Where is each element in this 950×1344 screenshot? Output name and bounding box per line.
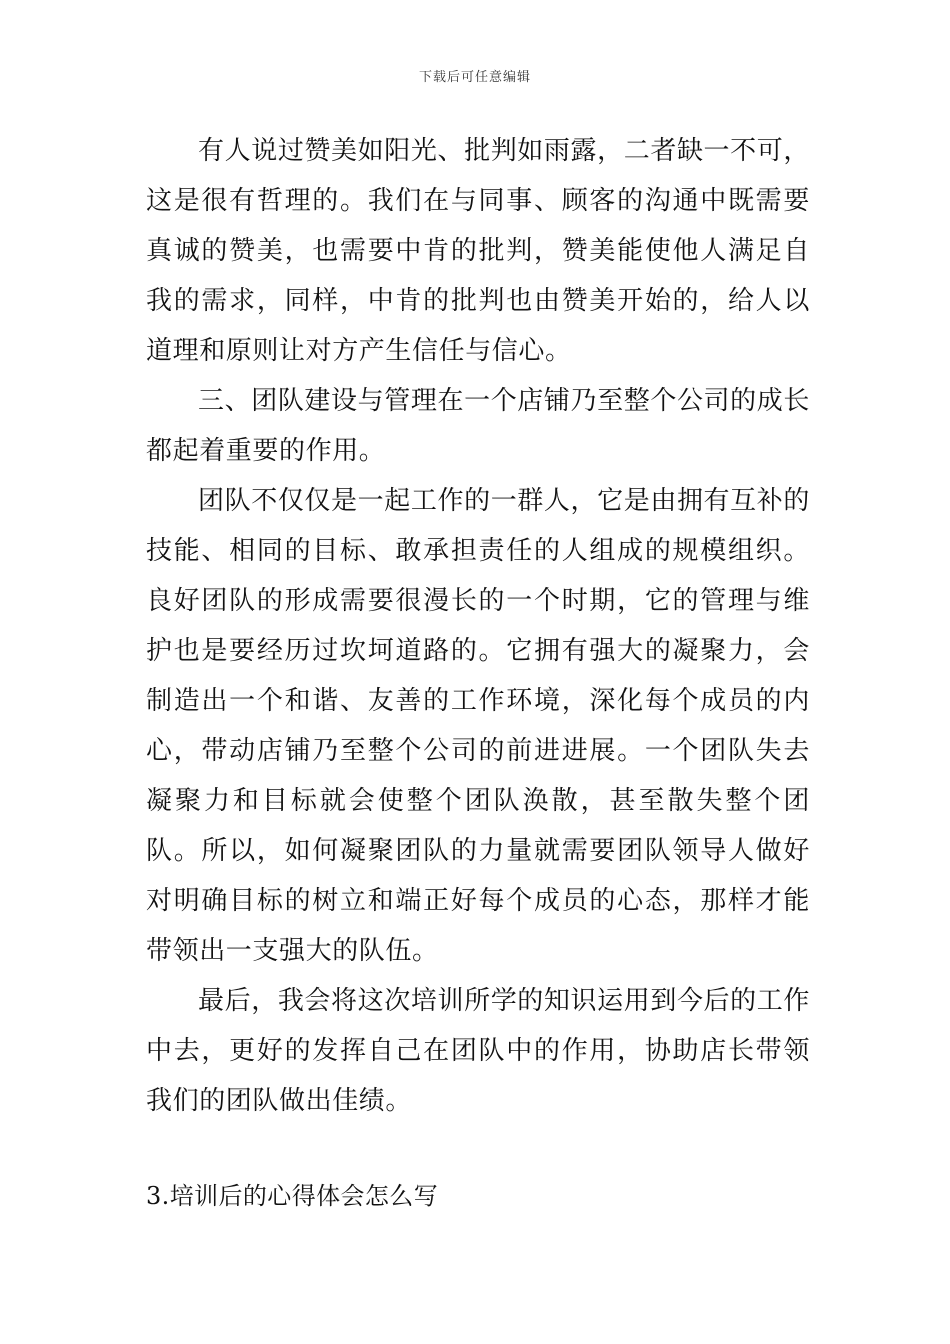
body-text [146, 126, 810, 1126]
paragraph-team-definition: 团队不仅仅是一起工作的一群人，它是由拥有互补的技能、相同的目标、敢承担责任的人组成的规模组织。良好团队的形成需要很漫长的一个时期，它的管理与维护也是要经历过坎坷道路的。它拥有强大的凝聚力，会制造出一个和谐、友善的工作环境，深化每个成员的内心，带动店铺乃至整个公司的前进进展。一个团队失去凝聚力和目标就会使整个团队涣散，甚至散失整个团队。所以，如何凝聚团队的力量就需要团队领导人做好对明确目标的树立和端正好每个成员的心态，那样才能带领出一支强大的队伍。 [146, 486, 810, 966]
header-note: 下载后可任意编辑 [418, 70, 531, 85]
paragraph-praise-criticism: 有人说过赞美如阳光、批判如雨露，二者缺一不可，这是很有哲理的。我们在与同事、顾客的沟通中既需要真诚的赞美，也需要中肯的批判，赞美能使他人满足自我的需求，同样，中肯的批判也由赞美开始的，给人以道理和原则让对方产生信任与信心。 [146, 136, 810, 366]
paragraph-team-building: 三、团队建设与管理在一个店铺乃至整个公司的成长都起着重要的作用。 [146, 386, 810, 466]
paragraph-conclusion: 最后，我会将这次培训所学的知识运用到今后的工作中去，更好的发挥自己在团队中的作用，协助店长带领我们的团队做出佳绩。 [146, 986, 810, 1116]
section-heading: 3.培训后的心得体会怎么写 [146, 1182, 439, 1210]
